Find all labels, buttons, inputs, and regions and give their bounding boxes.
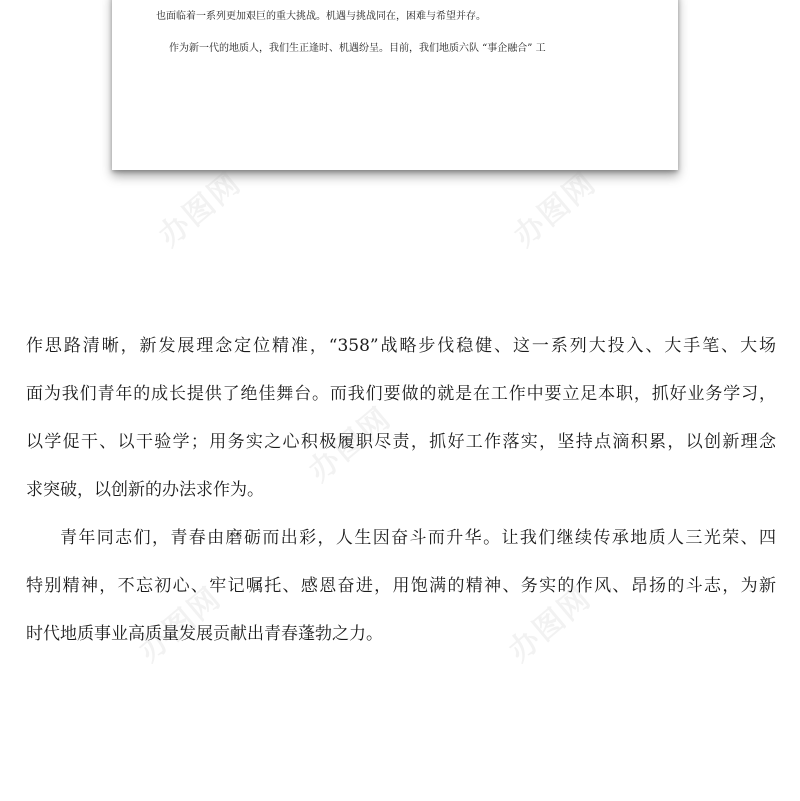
document-body bbox=[26, 322, 776, 658]
body-text-line: 作思路清晰，新发展理念定位精准，“358”战略步伐稳健、这一系列大投入、大手笔、大场 bbox=[26, 336, 776, 356]
body-text-line: 时代地质事业高质量发展贡献出青春蓬勃之力。 bbox=[26, 624, 383, 644]
watermark-logo: 办图网 bbox=[302, 400, 399, 489]
body-text-line: 青年同志们，青春由磨砺而出彩，人生因奋斗而升华。让我们继续传承地质人三光荣、四 bbox=[60, 528, 776, 548]
watermark-logo: 办图网 bbox=[502, 580, 599, 669]
watermark-logo: 办图网 bbox=[507, 165, 604, 254]
body-text-line: 面为我们青年的成长提供了绝佳舞台。而我们要做的就是在工作中要立足本职，抓好业务学习， bbox=[26, 384, 776, 404]
body-text-line: 特别精神，不忘初心、牢记嘱托、感恩奋进，用饱满的精神、务实的作风、昂扬的斗志，为新 bbox=[26, 576, 776, 596]
document-page-preview bbox=[112, 0, 678, 170]
watermark-logo: 办图网 bbox=[152, 165, 249, 254]
watermark-logo: 办图网 bbox=[132, 580, 229, 669]
preview-text-line: 也面临着一系列更加艰巨的重大挑战。机遇与挑战同在，困难与希望并存。 bbox=[156, 11, 486, 22]
body-text-line: 求突破，以创新的办法求作为。 bbox=[26, 480, 264, 500]
body-text-line: 以学促干、以干验学；用务实之心积极履职尽责，抓好工作落实，坚持点滴积累，以创新理念 bbox=[26, 432, 776, 452]
preview-text-line: 作为新一代的地质人，我们生正逢时、机遇纷呈。目前，我们地质六队 “事企融合” 工 bbox=[169, 43, 546, 54]
